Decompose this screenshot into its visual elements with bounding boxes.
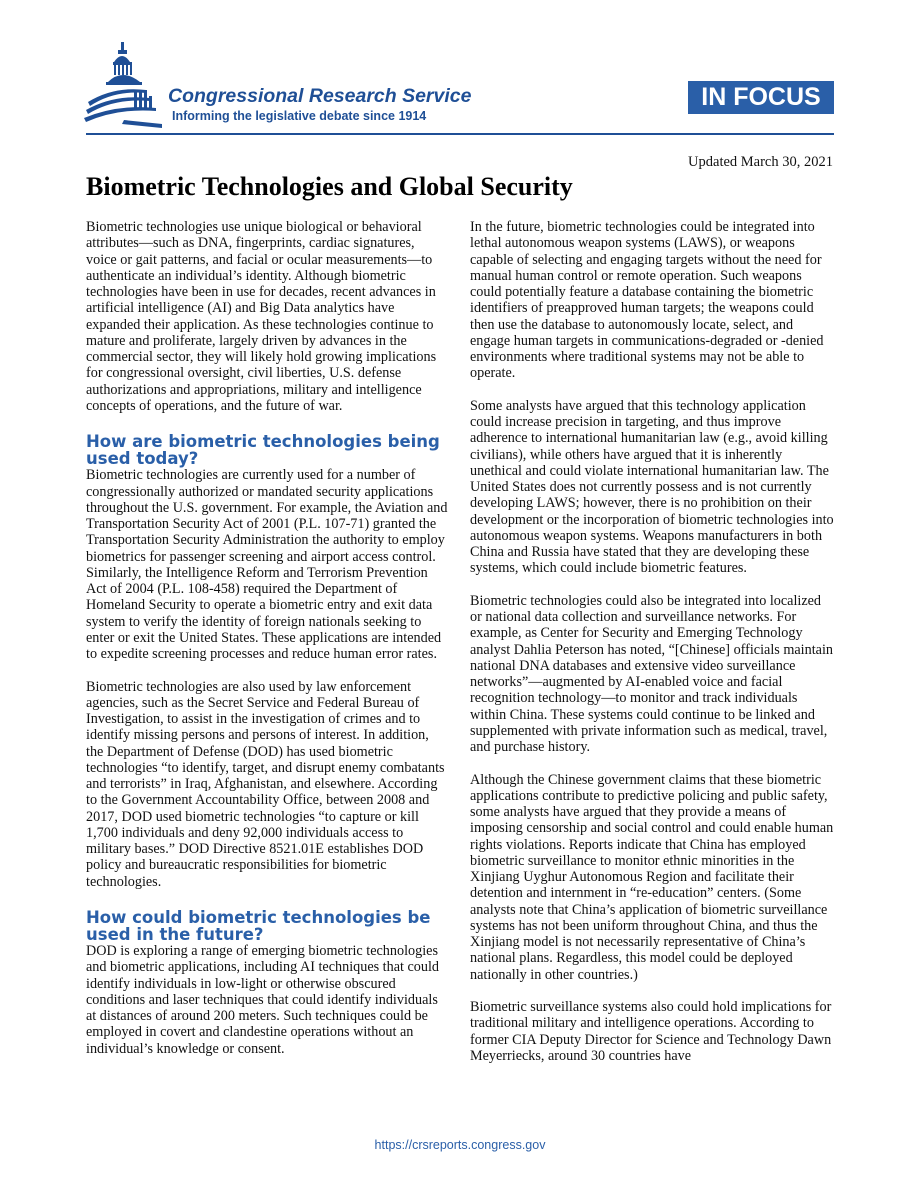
body-paragraph: Biometric surveillance systems also could hold implications for traditional military and intelligence operations. According to former CIA Deputy Director for Science and Technology Dawn Meyerriecks, around 30 countries have (470, 999, 832, 1064)
body-paragraph: DOD is exploring a range of emerging biometric technologies and biometric applications, including AI techniques that could identify individuals in low-light or otherwise obscured conditions and laser techniques that could identify individuals at distances of around 200 meters. Such techniques could be employed in covert and clandestine operations without an individual’s knowledge or consent. (86, 943, 440, 1057)
document-title: Biometric Technologies and Global Security (86, 172, 573, 201)
left-column (86, 219, 448, 1057)
updated-date: Updated March 30, 2021 (688, 154, 833, 170)
body-paragraph: Some analysts have argued that this technology application could increase precision in targeting, and thus improve adherence to international humanitarian law (e.g., avoid killing civilians), while others have argued that it is inherently unethical and could violate international humanitarian law. The United States does not currently possess and is not currently developing LAWS; however, there is no prohibition on their development or the incorporation of biometric technologies into autonomous weapon systems. Weapons manufacturers in both China and Russia have stated that they are developing these systems, which could include biometric features. (470, 397, 834, 577)
right-column (470, 219, 834, 1064)
section-heading-used-today: How are biometric technologies being used today? (86, 432, 440, 468)
body-paragraph: Biometric technologies are also used by law enforcement agencies, such as the Secret Service and Federal Bureau of Investigation, to assist in the investigation of crimes and to identify missing persons and persons of interest. In addition, the Department of Defense (DOD) has used biometric technologies “to identify, target, and disrupt enemy combatants and terrorists” in Iraq, Afghanistan, and elsewhere. According to the Government Accountability Office, between 2008 and 2017, DOD used biometric technologies “to capture or kill 1,700 individuals and deny 92,000 individuals access to military bases.” DOD Directive 8521.01E establishes DOD policy and bureaucratic responsibilities for biometric technologies. (86, 678, 445, 890)
org-tagline: Informing the legislative debate since 1914 (172, 109, 427, 123)
body-paragraph: Biometric technologies are currently used for a number of congressionally authorized or mandated security applications throughout the U.S. government. For example, the Aviation and Transportation Security Act of 2001 (P.L. 107-71) granted the Transportation Security Administration the authority to employ biometrics for passenger screening and airport access control. Similarly, the Intelligence Reform and Terrorism Prevention Act of 2004 (P.L. 108-458) required the Department of Homeland Security to operate a biometric entry and exit data system to verify the identity of foreign nationals seeking to enter or exit the United States. These applications are intended to expedite screening processes and reduce human error rates. (86, 467, 448, 662)
capitol-dome-logo-icon (84, 40, 164, 130)
body-paragraph: Biometric technologies could also be integrated into localized or national data collection and surveillance networks. For example, as Center for Security and Emerging Technology analyst Dahlia Peterson has noted, “[Chinese] officials maintain national DNA databases and extensive video surveillance networks”—augmented by AI-enabled voice and facial recognition technology—to monitor and track individuals within China. These systems could continue to be linked and supplemented with private information such as medical, travel, and purchase history. (470, 592, 833, 755)
intro-paragraph: Biometric technologies use unique biological or behavioral attributes—such as DNA, fingerprints, cardiac signatures, voice or gait patterns, and facial or ocular measurements—to authenticate an individual’s identity. Although biometric technologies have been in use for decades, recent advances in artificial intelligence (AI) and Big Data analytics have expanded their application. As these technologies continue to mature and proliferate, largely driven by advances in the commercial sector, they will likely hold growing implications for congressional oversight, civil liberties, U.S. defense authorizations and appropriations, military and intelligence concepts of operations, and the future of war. (86, 219, 437, 414)
org-name: Congressional Research Service (168, 85, 472, 107)
in-focus-badge: IN FOCUS (688, 81, 834, 114)
footer-url-link[interactable]: https://crsreports.congress.gov (374, 1138, 546, 1152)
header-divider (86, 133, 834, 135)
section-heading-future-use: How could biometric technologies be used in the future? (86, 908, 431, 944)
body-paragraph: Although the Chinese government claims that these biometric applications contribute to predictive policing and public safety, some analysts have argued that they provide a means of imposing censorship and social control and could enable human rights violations. Reports indicate that China has employed biometric surveillance to monitor ethnic minorities in the Xinjiang Uyghur Autonomous Region and facilitate their detention and internment in “re-education” centers. (Some analysts note that China’s application of biometric surveillance systems has not been uniform throughout China, and thus the Xinjiang model is not necessarily representative of China’s national plans. Regardless, this model could be deployed nationally in other countries.) (470, 771, 834, 983)
body-paragraph: In the future, biometric technologies could be integrated into lethal autonomous weapon systems (LAWS), or weapons capable of selecting and engaging targets without the need for manual human control or remote operation. Such weapons could potentially feature a database containing the biometric identifiers of preapproved human targets; the weapons could then use the database to autonomously locate, select, and engage human targets in communications-degraded or -denied environments where traditional systems may not be able to operate. (470, 219, 824, 382)
